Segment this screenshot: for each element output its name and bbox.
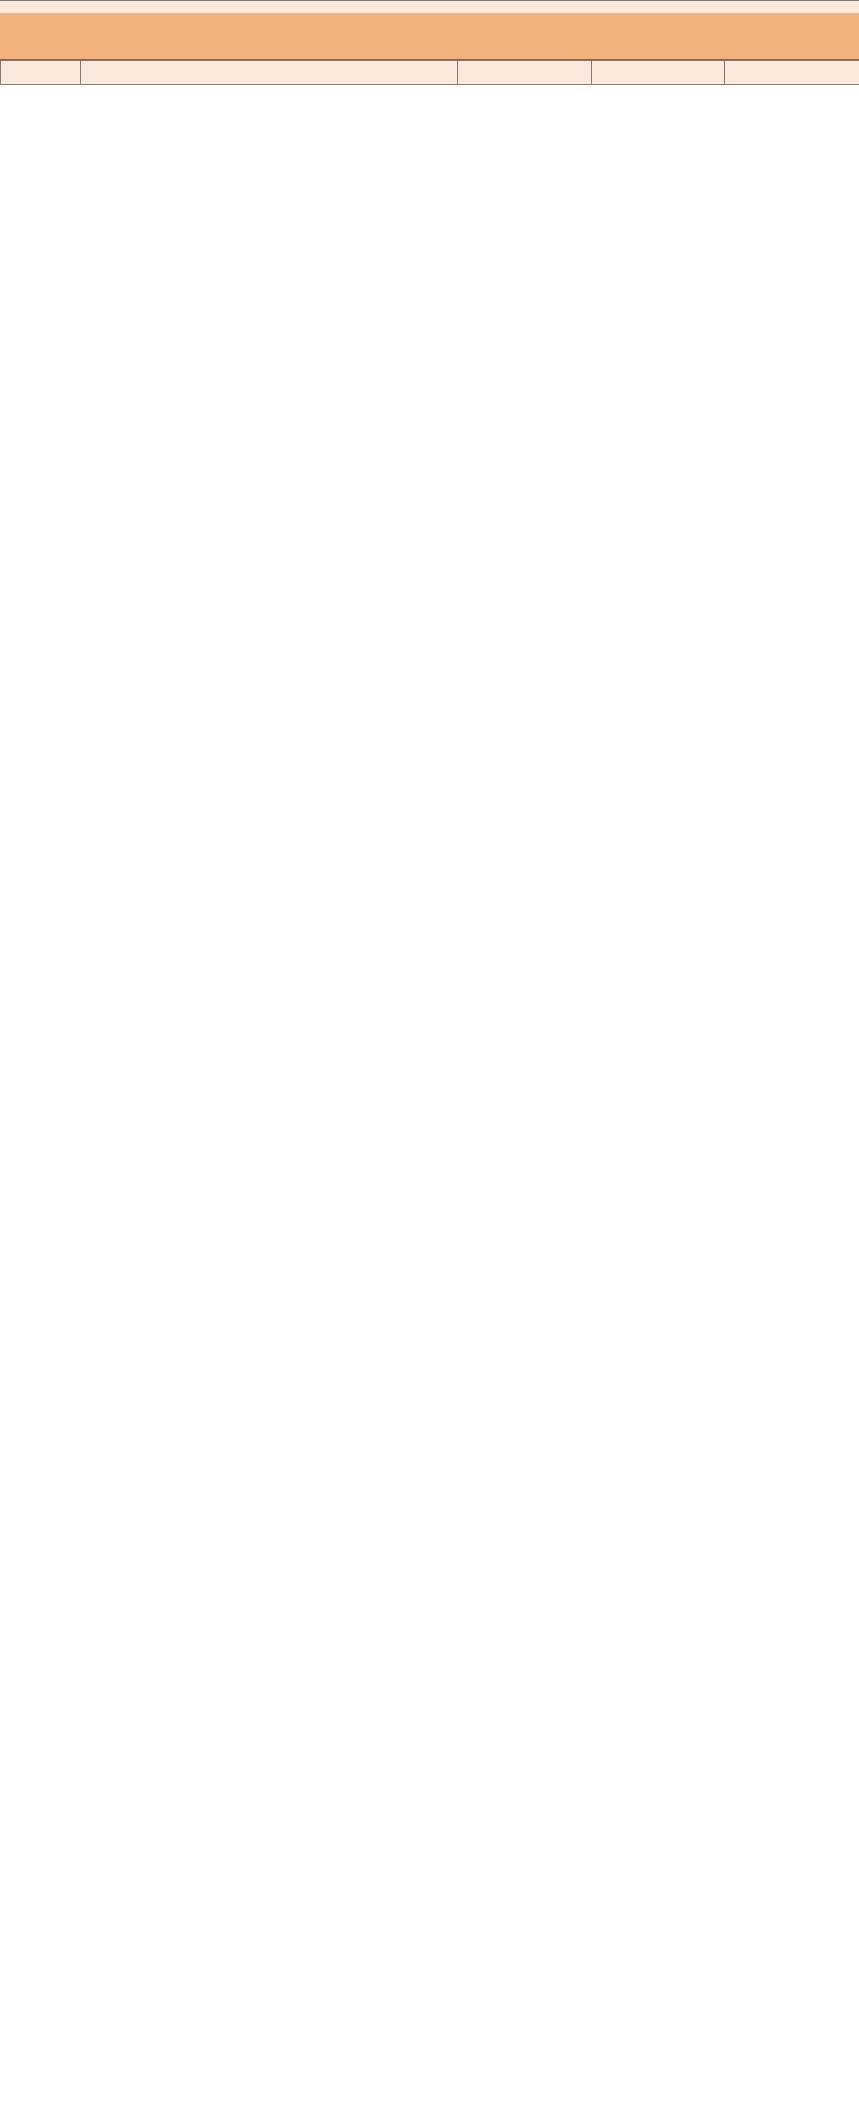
column-header-2022 [725,61,859,85]
footer-notes [0,0,859,13]
column-header-index [1,61,81,85]
column-header-row [1,61,859,85]
column-header-2023 [592,61,725,85]
admission-score-table [0,60,859,85]
column-header-2024 [458,61,592,85]
column-header-school [81,61,458,85]
